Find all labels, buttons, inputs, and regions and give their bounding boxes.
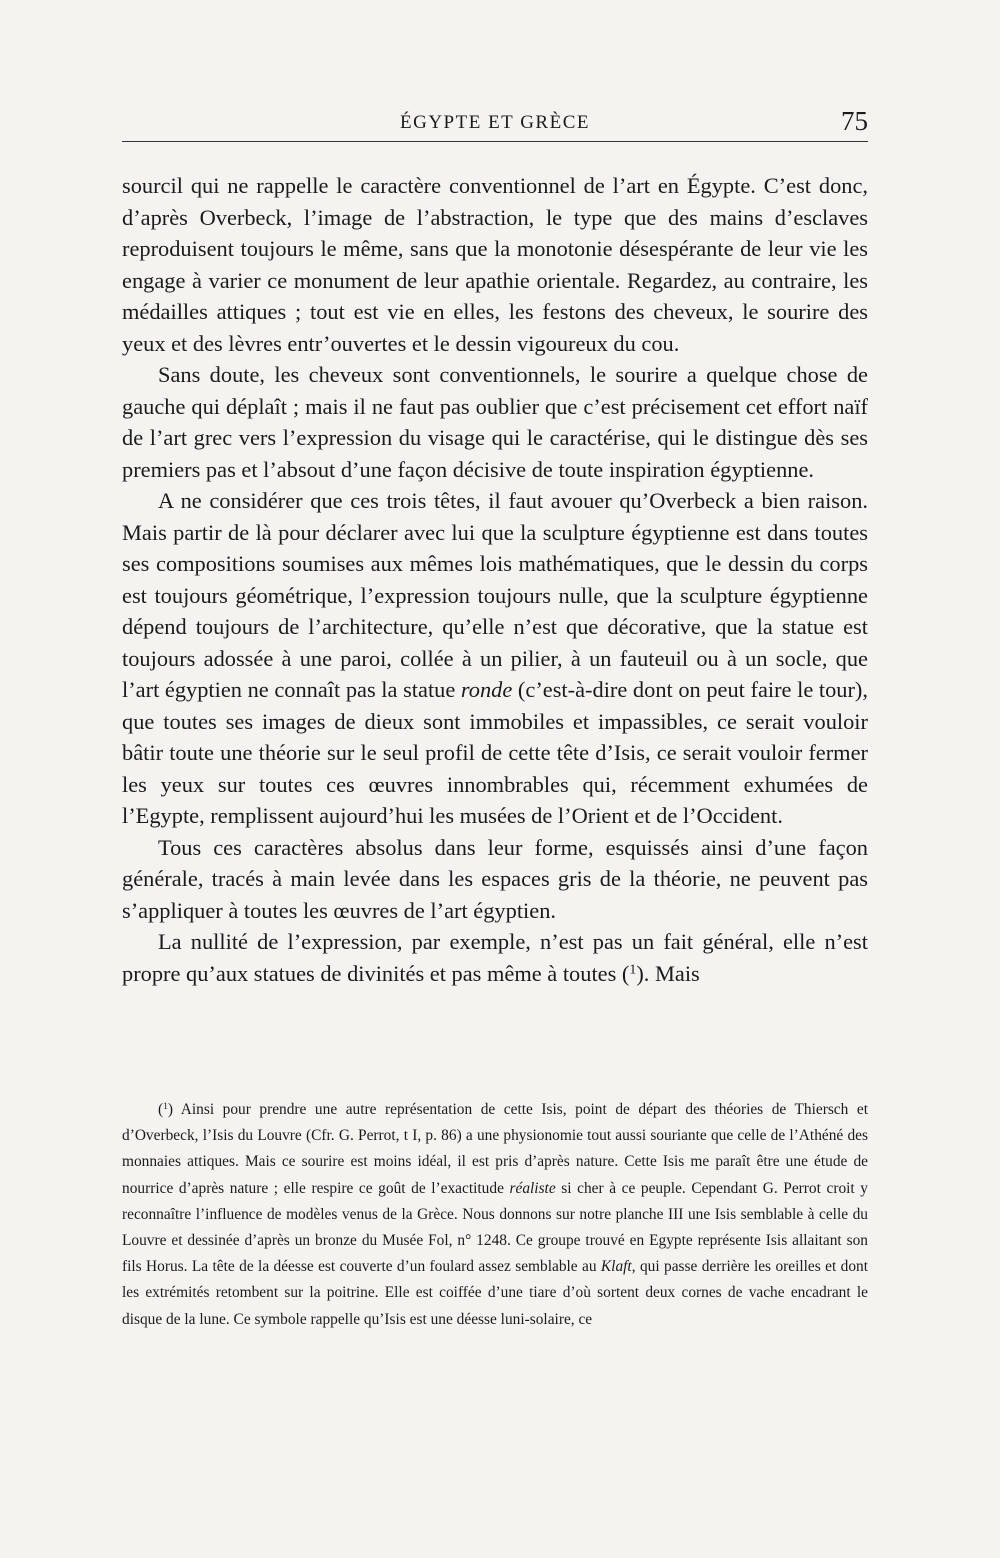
paragraph-1: sourcil qui ne rappelle le caractère conventionnel de l’art en Égypte. C’est donc, d’après Overbeck, l’image de l’abstraction, le type que des mains d’esclaves reproduisent toujours le même, sans que la monotonie désespérante de leur vie les engage à varier ce monument de leur apathie orientale. Regardez, au contraire, les médailles attiques ; tout est vie en elles, les festons des cheveux, le sourire des yeux et des lèvres entr’ouvertes et le dessin vigoureux du cou.: [122, 173, 868, 356]
paragraph-5-text-a: La nullité de l’expression, par exemple, n’est pas un fait général, elle n’est propre qu’aux statues de divinités et pas même à toutes (: [122, 929, 868, 986]
footnote-marker: 1: [163, 1100, 168, 1112]
footnote-text-c: , qui passe derrière les oreilles et dont les extrémités retombent sur la poitrine. Elle est coiffée d’une tiare d’où sortent deux cornes de vache encadrant le disque de la lune. Ce symbole rappelle qu’Isis est une déesse luni-solaire, ce: [122, 1258, 868, 1328]
paragraph-3-text-a: A ne considérer que ces trois têtes, il faut avouer qu’Overbeck a bien raison. Mais partir de là pour déclarer avec lui que la sculpture égyptienne est dans toutes ses compositions soumises aux mêmes lois mathématiques, que le dessin du corps est toujours géométrique, l’expression toujours nulle, que la sculpture égyptienne dépend toujours de l’architecture, qu’elle n’est que décorative, que la statue est toujours adossée à une paroi, collée à un pilier, à un fauteuil ou à un socle, que l’art égyptien ne connaît pas la statue: [122, 488, 868, 702]
footnote-reference: 1: [629, 961, 637, 977]
paragraph-3: [122, 485, 868, 832]
main-text: [122, 170, 868, 989]
book-page: [122, 0, 868, 1558]
footnote-text-a: Ainsi pour prendre une autre représentation de cette Isis, point de départ des théories de Thiersch et d’Overbeck, l’Isis du Louvre (Cfr. G. Perrot, t I, p. 86) a une physionomie tout aussi souriante que celle de l’Athéné des monnaies attiques. Mais ce sourire est moins idéal, il est pris d’après nature. Cette Isis me paraît être une étude de nourrice d’après nature ; elle respire ce goût de l’exactitude: [122, 1101, 868, 1197]
footnote-1: ($^1$) Ainsi pour prendre une autre représentation de cette Isis, point de départ des théories de Thiersch et d’Overbeck, l’Isis du Louvre (Cfr. G. Perrot, t I, p. 86) a une physionomie tout aussi souriante que celle de l’Athéné des monnaies attiques. Mais ce sourire est moins idéal, il est pris d’après nature. Cette Isis me paraît être une étude de nourrice d’après nature ; elle respire ce goût de l’exactitude réaliste si cher à ce peuple. Cependant G. Perrot croit y reconnaître l’influence de modèles venus de la Grèce. Nous donnons sur notre planche III une Isis semblable à celle du Louvre et dessinée d’après un bronze du Musée Fol, n° 1248. Ce groupe trouvé en Egypte représente Isis allaitant son fils Horus. La tête de la déesse est couverte d’un foulard assez semblable au Klaft, qui passe derrière les oreilles et dont les extrémités retombent sur la poitrine. Elle est coiffée d’une tiare d’où sortent deux cornes de vache encadrant le disque de la lune. Ce symbole rappelle qu’Isis est une déesse luni-solaire, ce: [122, 1100, 868, 1328]
running-head: ÉGYPTE ET GRÈCE: [400, 112, 590, 133]
footnote-italic-1: réaliste: [509, 1179, 556, 1197]
footnotes: [122, 1097, 868, 1333]
paragraph-3-italic: ronde: [460, 677, 513, 702]
page-header: [122, 104, 868, 144]
header-rule: [122, 141, 868, 142]
paragraph-4: Tous ces caractères absolus dans leur forme, esquissés ainsi d’une façon générale, tracés à main levée dans les espaces gris de la théorie, ne peuvent pas s’appliquer à toutes les œuvres de l’art égyptien.: [122, 834, 868, 923]
paragraph-2: Sans doute, les cheveux sont conventionnels, le sourire a quelque chose de gauche qui déplaît ; mais il ne faut pas oublier que c’est précisement cet effort naïf de l’art grec vers l’expression du visage qui le caractérise, qui le distingue dès ses premiers pas et l’absout d’une façon décisive de toute inspiration égyptienne.: [122, 362, 868, 482]
footnote-italic-2: Klaft: [600, 1258, 632, 1276]
paragraph-5-text-b: ). Mais: [636, 960, 700, 986]
paragraph-3-text-b: (c’est-à-dire dont on peut faire le tour), que toutes ses images de dieux sont immobiles et impassibles, ce serait vouloir bâtir toute une théorie sur le seul profil de cette tête d’Isis, ce serait vouloir fermer les yeux sur toutes ces œuvres innombrables qui, récemment exhumées de l’Egypte, remplissent aujourd’hui les musées de l’Orient et de l’Occident.: [122, 677, 868, 828]
footnote-text-b: si cher à ce peuple. Cependant G. Perrot croit y reconnaître l’influence de modèles venus de la Grèce. Nous donnons sur notre planche III une Isis semblable à celle du Louvre et dessinée d’après un bronze du Musée Fol, n° 1248. Ce groupe trouvé en Egypte représente Isis allaitant son fils Horus. La tête de la déesse est couverte d’un foulard assez semblable au: [122, 1179, 868, 1276]
page-number: 75: [841, 106, 868, 136]
paragraph-5: [122, 926, 868, 989]
